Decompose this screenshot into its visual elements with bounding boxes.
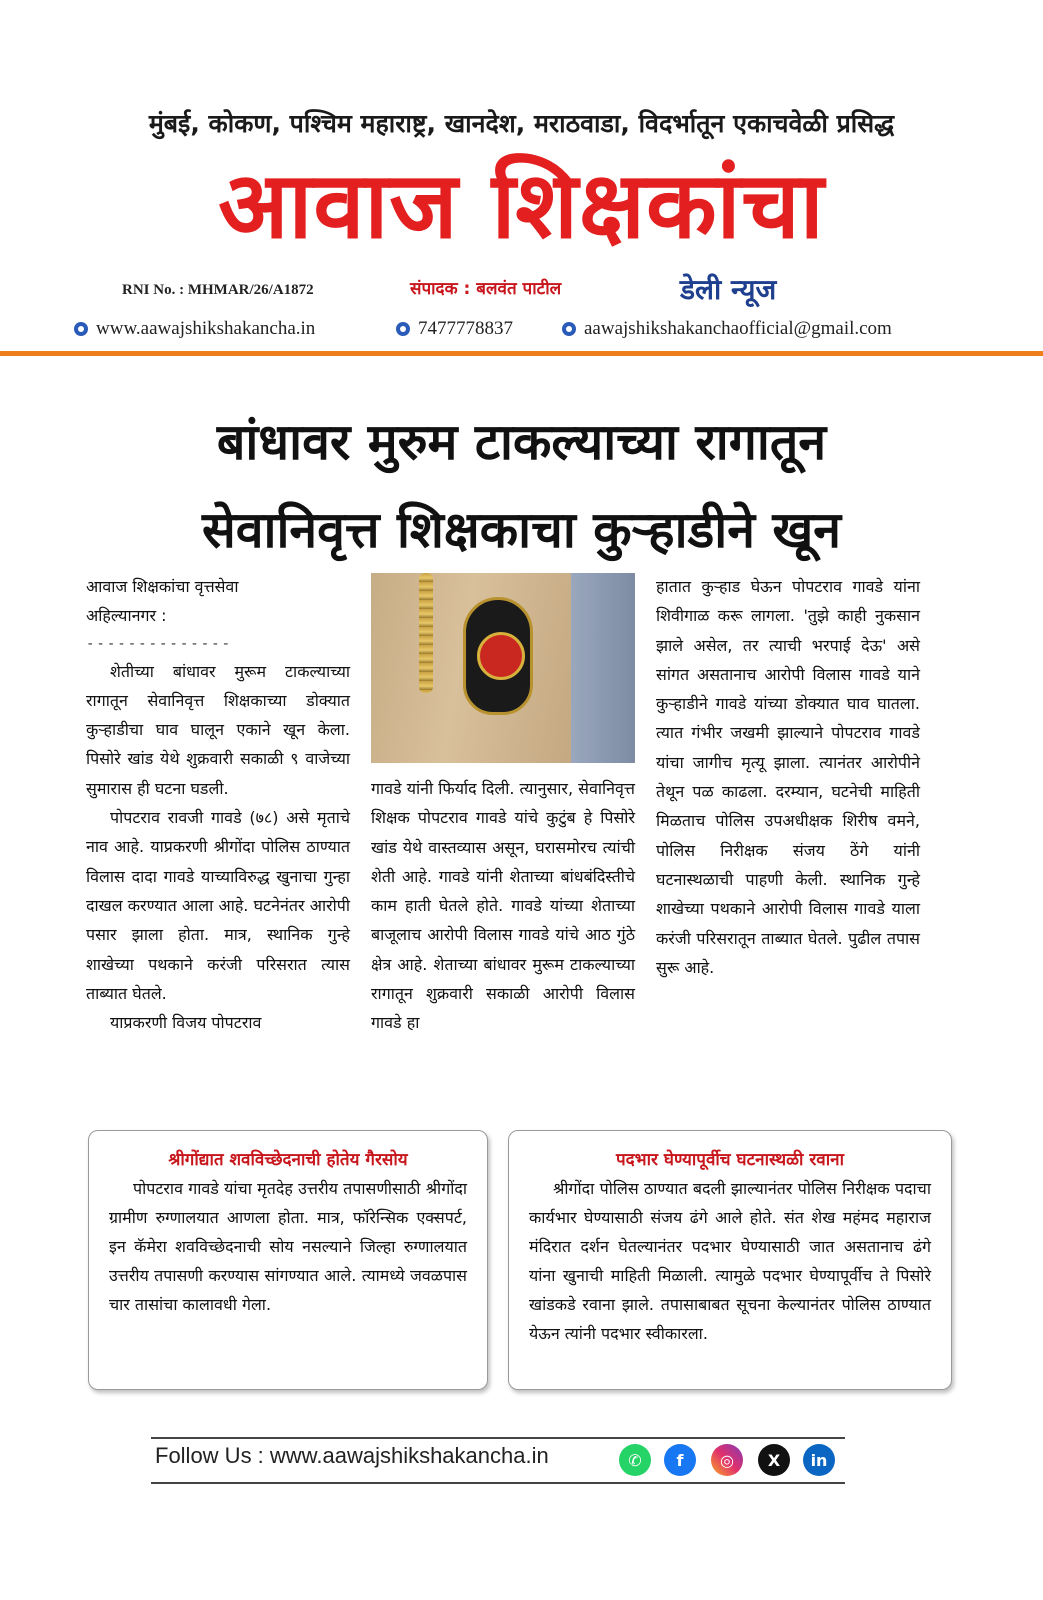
sidebar-box-inspector — [508, 1130, 952, 1390]
sidebar-title: श्रीगोंद्यात शवविच्छेदनाची होतेय गैरसोय — [168, 1150, 408, 1170]
phone-contact[interactable] — [396, 318, 513, 340]
rni-number: RNI No. : MHMAR/26/A1872 — [122, 282, 314, 298]
tagline: मुंबई, कोकण, पश्चिम महाराष्ट्र, खानदेश, मराठवाडा, विदर्भातून एकाचवेळी प्रसिद्ध — [148, 109, 895, 138]
website-link[interactable]: www.aawajshikshakancha.in — [96, 318, 316, 339]
footer-top-rule — [151, 1437, 845, 1439]
article-column-1 — [86, 572, 350, 1037]
police-badge-patch — [463, 597, 533, 715]
paragraph: हातात कुऱ्हाड घेऊन पोपटराव गावडे यांना शिवीगाळ करू लागला. 'तुझे काही नुकसान झाले असेल, तर त्याची भरपाई देऊ' असे सांगत असतानाच आरोपी विलास गावडे याने कुऱ्हाडीने गावडे यांच्या डोक्यात घाव घातला. त्यात गंभीर जखमी झाल्याने पोपटराव गावडे यांचा जागीच मृत्यू झाला. त्यानंतर आरोपीने तेथून पळ काढला. दरम्यान, घटनेची माहिती मिळताच पोलिस उपअधीक्षक शिरीष वमने, पोलिस निरीक्षक संजय ठेंगे यांनी घटनास्थळाची पाहणी केली. स्थानिक गुन्हे शाखेच्या पथकाने आरोपी विलास गावडे याला करंजी परिसरातून ताब्यात घेतले. पुढील तपास सुरू आहे. — [656, 577, 920, 977]
article-column-2 — [371, 774, 635, 1038]
blue-sleeve — [571, 573, 635, 763]
sidebar-title: पदभार घेण्यापूर्वीच घटनास्थळी रवाना — [616, 1150, 844, 1170]
paragraph: पोपटराव रावजी गावडे (७८) असे मृताचे नाव आहे. याप्रकरणी श्रीगोंदा पोलिस ठाण्यात विलास दादा गावडे याच्याविरुद्ध खुनाचा गुन्हा दाखल करण्यात आला आहे. घटनेनंतर आरोपी पसार झाला होता. मात्र, स्थानिक गुन्हे शाखेच्या पथकाने करंजी परिसरात त्यास ताब्यात घेतले. — [86, 808, 350, 1003]
sidebar-body: श्रीगोंदा पोलिस ठाण्यात बदली झाल्यानंतर पोलिस निरीक्षक पदाचा कार्यभार घेण्यासाठी संजय ढंगे आले होते. संत शेख महंमद महाराज मंदिरात दर्शन घेतल्यानंतर पदभार घेण्यासाठी जात असतानाच ढंगे यांना खुनाची माहिती मिळाली. त्यामुळे पदभार घेण्यापूर्वीच ते पिसोरे खांडकडे रवाना झाले. तपासाबाबत सूचना केल्यानंतर पोलिस ठाण्यात येऊन त्यांनी पदभार स्वीकारला. — [529, 1179, 931, 1343]
police-uniform-photo — [371, 573, 635, 763]
edition-label: डेली न्यूज — [680, 273, 777, 306]
paragraph: गावडे यांनी फिर्याद दिली. त्यानुसार, सेवानिवृत्त शिक्षक पोपटराव गावडे यांचे कुटुंब हे पिसोरे खांड येथे वास्तव्यास असून, घरासमोरच त्यांची शेती आहे. गावडे यांनी शेताच्या बांधबंदिस्तीचे काम हाती घेतले होते. गावडे यांच्या शेताच्या बाजूलाच आरोपी विलास गावडे यांचे आठ गुंठे क्षेत्र आहे. शेताच्या बांधावर मुरूम टाकल्याच्या रागातून शुक्रवारी सकाळी आरोपी विलास गावडे हा — [371, 779, 635, 1033]
lanyard-cord — [419, 573, 433, 693]
email-contact[interactable] — [562, 318, 892, 340]
editor-credit: संपादक : बलवंत पाटील — [410, 279, 562, 299]
byline: आवाज शिक्षकांचा वृत्तसेवा — [86, 577, 239, 596]
article-headline — [0, 398, 1043, 574]
website-contact[interactable] — [74, 318, 315, 340]
article-column-3 — [656, 572, 920, 982]
email-icon — [562, 322, 576, 336]
follow-us-text[interactable]: Follow Us : www.aawajshikshakancha.in — [155, 1443, 549, 1468]
linkedin-icon[interactable]: in — [803, 1444, 835, 1476]
sidebar-body: पोपटराव गावडे यांचा मृतदेह उत्तरीय तपासणीसाठी श्रीगोंदा ग्रामीण रुग्णालयात आणला होता. मात्र, फॉरेन्सिक एक्सपर्ट, इन कॅमेरा शवविच्छेदनाची सोय नसल्याने जिल्हा रुग्णालयात उत्तरीय तपासणी करण्यास सांगण्यात आले. त्यामध्ये जवळपास चार तासांचा कालावधी गेला. — [109, 1179, 467, 1314]
header-divider — [0, 351, 1043, 356]
facebook-icon[interactable]: f — [664, 1444, 696, 1476]
x-icon[interactable]: X — [758, 1444, 790, 1476]
sidebar-box-postmortem — [88, 1130, 488, 1390]
dateline: अहिल्यानगर : — [86, 606, 167, 626]
headline-line-2: सेवानिवृत्त शिक्षकाचा कुऱ्हाडीने खून — [201, 501, 842, 559]
phone-number[interactable]: 7477778837 — [418, 318, 513, 339]
paragraph: याप्रकरणी विजय पोपटराव — [110, 1013, 262, 1033]
separator: -------------- — [86, 635, 233, 652]
masthead-title: आवाज शिक्षकांचा — [218, 152, 825, 259]
whatsapp-icon[interactable]: ✆ — [619, 1444, 651, 1476]
headline-line-1: बांधावर मुरुम टाकल्याच्या रागातून — [216, 413, 827, 471]
instagram-icon[interactable]: ◎ — [711, 1444, 743, 1476]
paragraph: शेतीच्या बांधावर मुरूम टाकल्याच्या रागातून सेवानिवृत्त शिक्षकाच्या डोक्यात कुऱ्हाडीचा घाव घालून एकाने खून केला. पिसोरे खांड येथे शुक्रवारी सकाळी ९ वाजेच्या सुमारास ही घटना घडली. — [86, 661, 350, 798]
email-address[interactable]: aawajshikshakanchaofficial@gmail.com — [584, 318, 892, 339]
footer-bottom-rule — [151, 1482, 845, 1484]
phone-icon — [396, 322, 410, 336]
globe-icon — [74, 322, 88, 336]
